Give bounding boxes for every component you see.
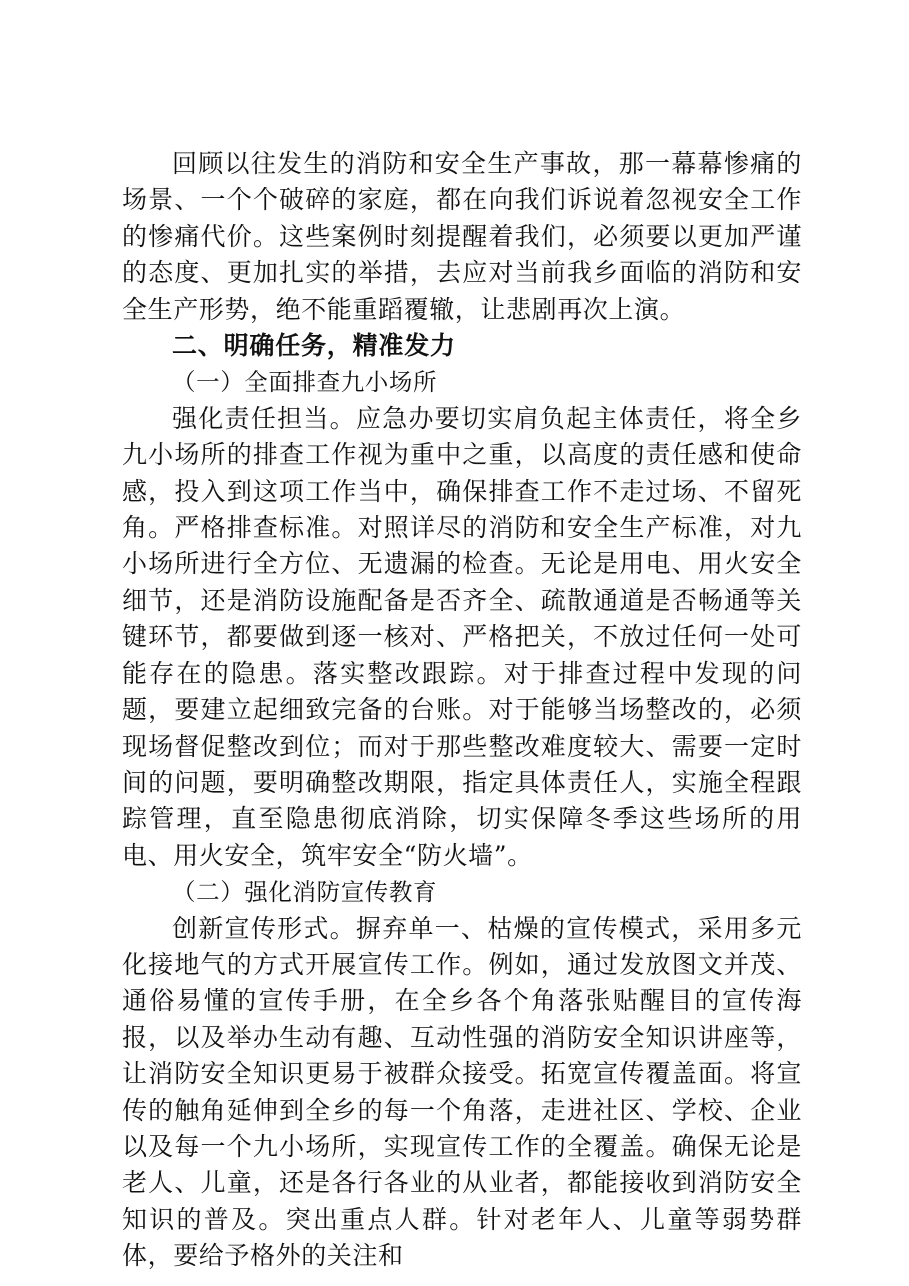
paragraph-publicity: 创新宣传形式。摒弃单一、枯燥的宣传模式，采用多元化接地气的方式开展宣传工作。例如，通过发放图文并茂、通俗易懂的宣传手册，在全乡各个角落张贴醒目的宣传海报，以及举办生动有趣、互动性强的消防安全知识讲座等，让消防安全知识更易于被群众接受。拓宽宣传覆盖面。将宣传的触角延伸到全乡的每一个角落，走进社区、学校、企业以及每一个九小场所，实现宣传工作的全覆盖。确保无论是老人、儿童，还是各行各业的从业者，都能接收到消防安全知识的普及。突出重点人群。针对老年人、儿童等弱势群体，要给予格外的关注和 — [122, 913, 802, 1271]
subsection-heading-publicity: （二）强化消防宣传教育 — [172, 878, 438, 907]
subsection-heading-inspection: （一）全面排查九小场所 — [172, 368, 438, 397]
paragraph-review: 回顾以往发生的消防和安全生产事故，那一幕幕惨痛的场景、一个个破碎的家庭，都在向我们诉说着忽视安全工作的惨痛代价。这些案例时刻提醒着我们，必须要以更加严谨的态度、更加扎实的举措，去应对当前我乡面临的消防和安全生产形势，绝不能重蹈覆辙，让悲剧再次上演。 — [122, 149, 802, 324]
section-heading-tasks: 二、明确任务，精准发力 — [172, 331, 456, 361]
document-body — [122, 146, 802, 1275]
paragraph-inspection: 强化责任担当。应急办要切实肩负起主体责任，将全乡九小场所的排查工作视为重中之重，以高度的责任感和使命感，投入到这项工作当中，确保排查工作不走过场、不留死角。严格排查标准。对照详尽的消防和安全生产标准，对九小场所进行全方位、无遗漏的检查。无论是用电、用火安全细节，还是消防设施配备是否齐全、疏散通道是否畅通等关键环节，都要做到逐一核对、严格把关，不放过任何一处可能存在的隐患。落实整改跟踪。对于排查过程中发现的问题，要建立起细致完备的台账。对于能够当场整改的，必须现场督促整改到位；而对于那些整改难度较大、需要一定时间的问题，要明确整改期限，指定具体责任人，实施全程跟踪管理，直至隐患彻底消除，切实保障冬季这些场所的用电、用火安全，筑牢安全“防火墙”。 — [122, 403, 802, 870]
